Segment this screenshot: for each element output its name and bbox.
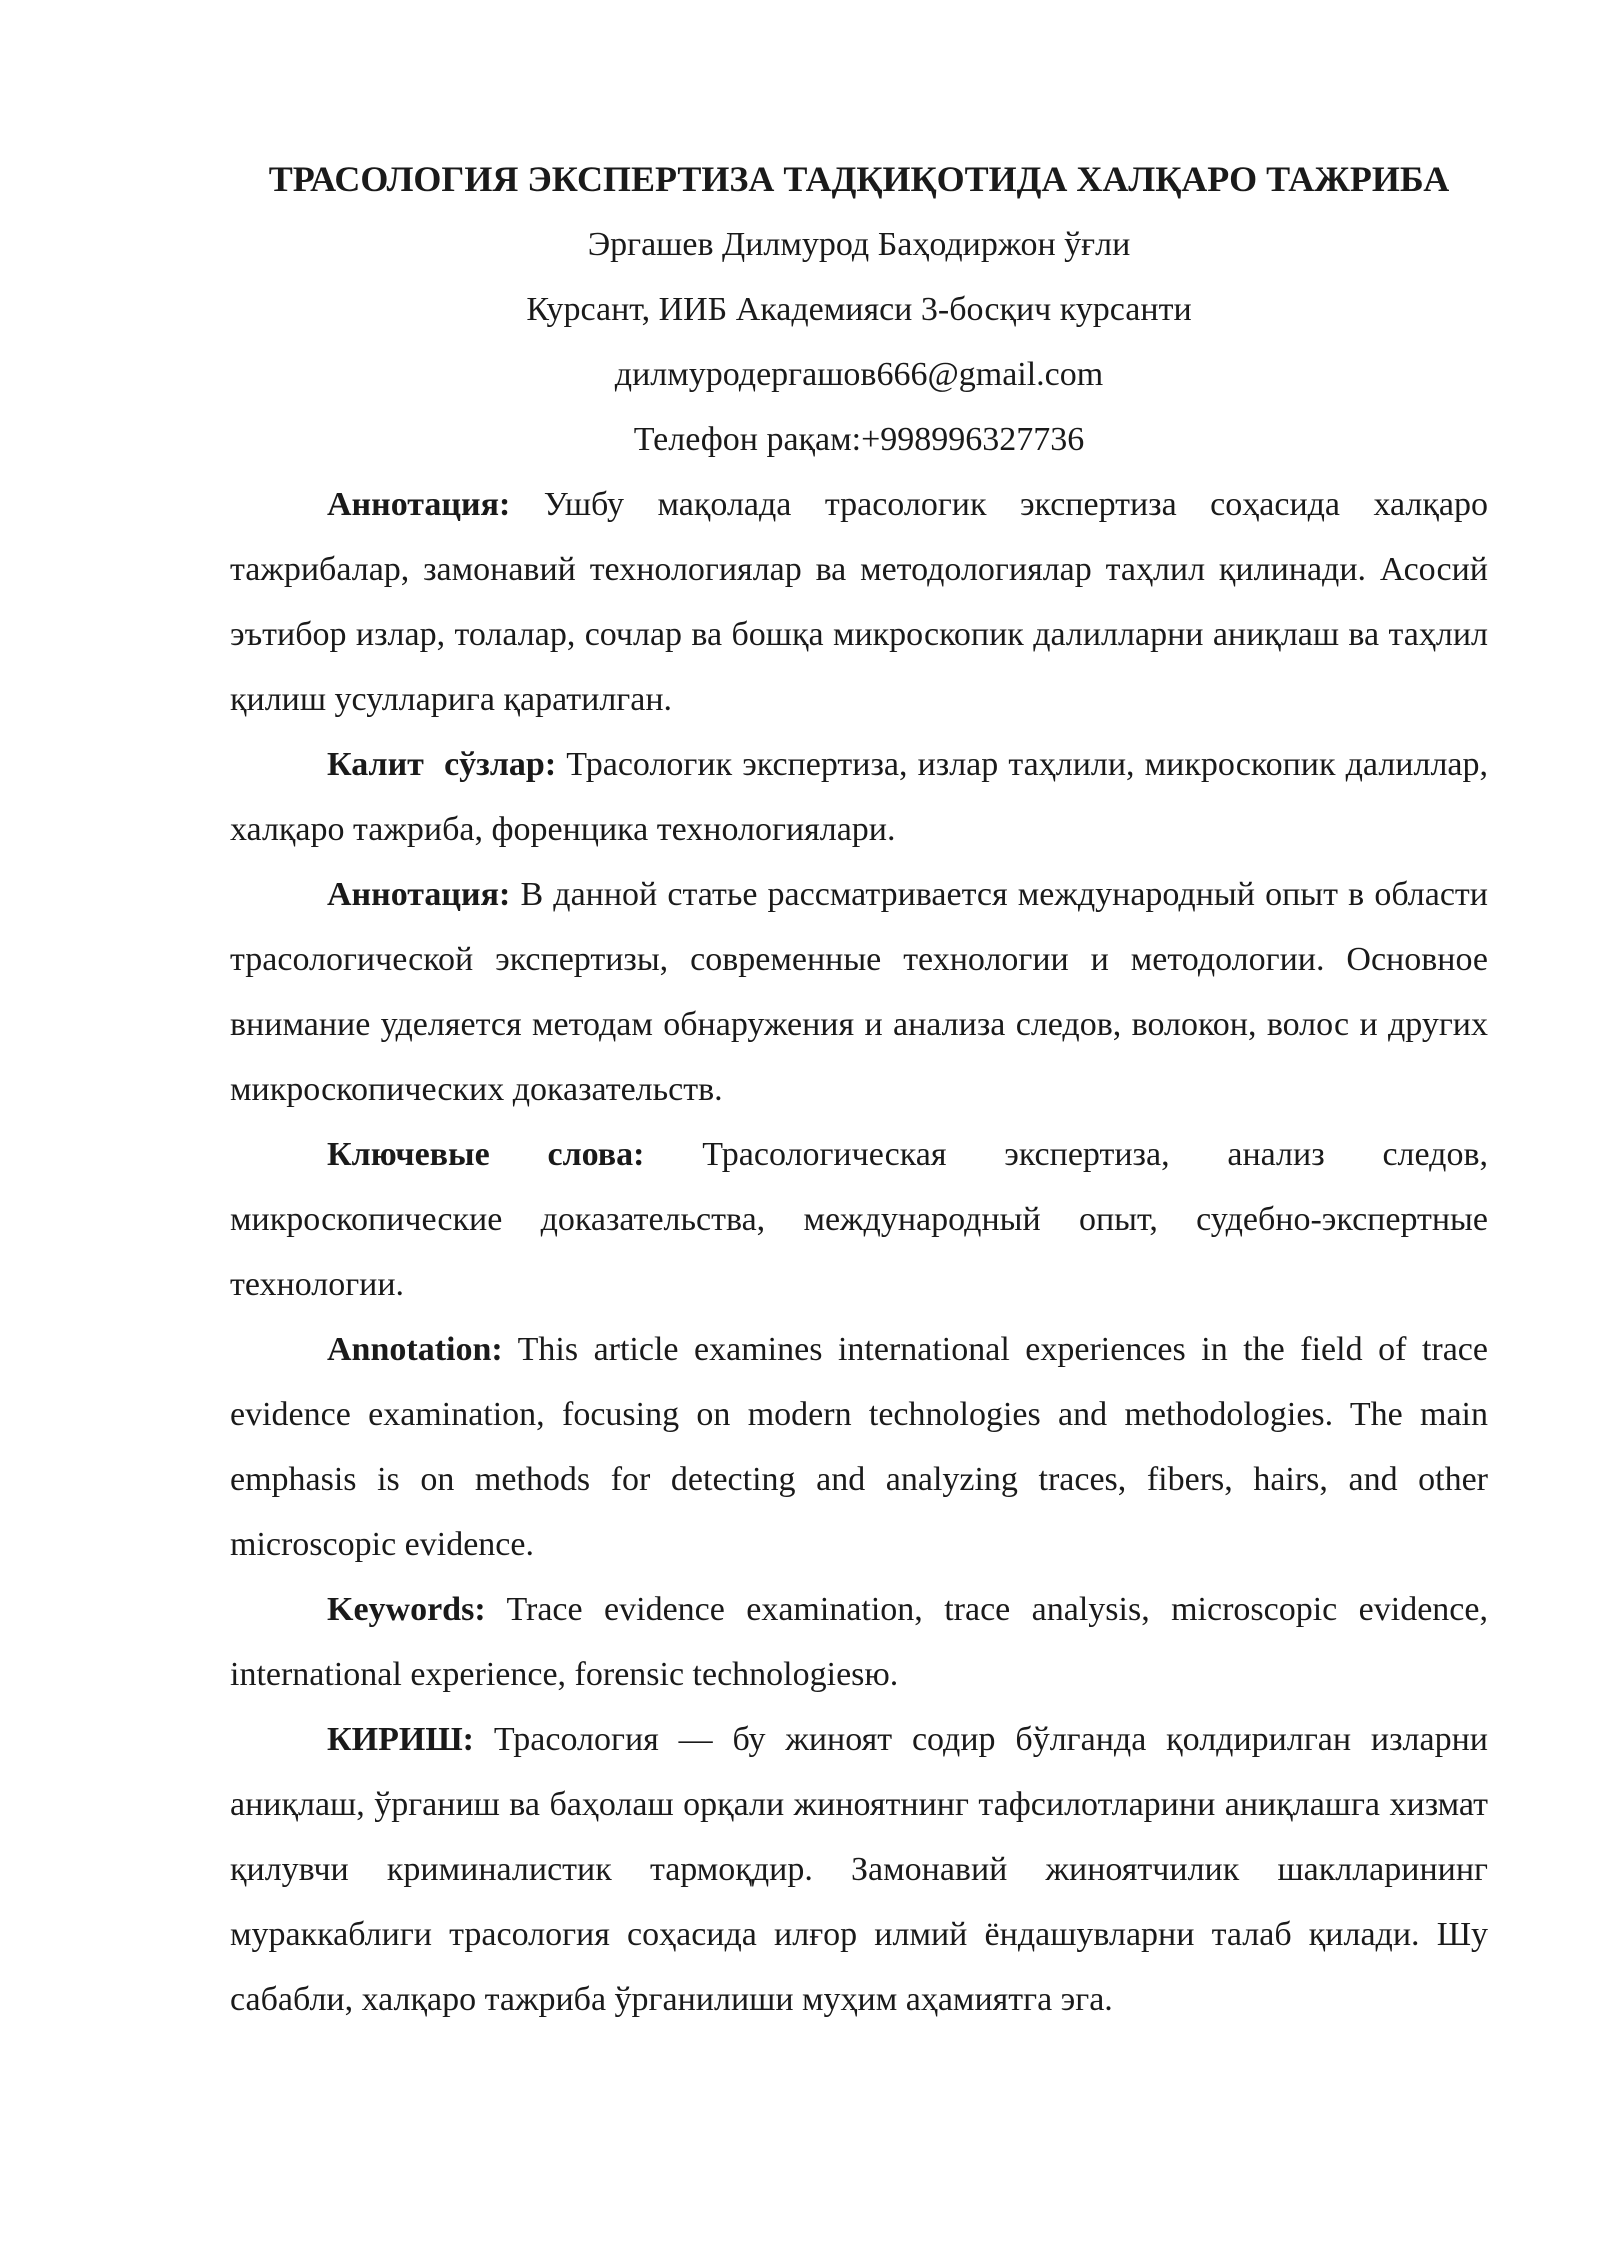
abstract-uz-text: Ушбу мақолада трасологик экспертиза соҳасида халқаро тажрибалар, замонавий технологиялар ва методологиялар таҳлил қилинади. Асосий эътибор излар, толалар, сочлар ва бошқа микроскопик далилларни аниқлаш ва таҳлил қилиш усулларига қаратилган. (230, 486, 1488, 718)
introduction-text: Трасология — бу жиноят содир бўлганда қолдирилган изларни аниқлаш, ўрганиш ва баҳолаш орқали жиноятнинг тафсилотларини аниқлашга хизмат қилувчи криминалистик тармоқдир. Замонавий жиноятчилик шаклларининг мураккаблиги трасология соҳасида илғор илмий ёндашувларни талаб қилади. Шу сабабли, халқаро тажриба ўрганилиши муҳим аҳамиятга эга. (230, 1721, 1488, 2018)
author-phone: Телефон рақам:+998996327736 (633, 421, 1085, 458)
author-email: дилмуродергашов666@gmail.com (614, 356, 1104, 393)
abstract-ru (230, 862, 1488, 1122)
keywords-en-label: Keywords: (327, 1591, 486, 1628)
author-affiliation: Курсант, ИИБ Академияси 3-босқич курсанти (526, 291, 1192, 328)
abstract-en-label: Annotation: (327, 1331, 503, 1368)
keywords-ru (230, 1122, 1488, 1317)
keywords-en-text: Trace evidence examination, trace analysis, microscopic evidence, international experience, forensic technologiesю. (230, 1591, 1488, 1693)
article-title: ТРАСОЛОГИЯ ЭКСПЕРТИЗА ТАДҚИҚОТИДА ХАЛҚАРО ТАЖРИБА (268, 159, 1450, 199)
document-page (230, 146, 1488, 2032)
abstract-ru-text: В данной статье рассматривается международный опыт в области трасологической экспертизы, современные технологии и методологии. Основное внимание уделяется методам обнаружения и анализа следов, волокон, волос и других микроскопических доказательств. (230, 876, 1488, 1108)
keywords-uz-label: Калит сўзлар: (327, 746, 557, 783)
abstract-en (230, 1317, 1488, 1577)
keywords-ru-text: Трасологическая экспертиза, анализ следов, микроскопические доказательства, международный опыт, судебно-экспертные технологии. (230, 1136, 1489, 1303)
abstract-uz (230, 472, 1488, 732)
abstract-en-text: This article examines international experiences in the field of trace evidence examination, focusing on modern technologies and methodologies. The main emphasis is on methods for detecting and analyzing traces, fibers, hairs, and other microscopic evidence. (230, 1331, 1488, 1563)
abstract-uz-label: Аннотация: (327, 486, 511, 523)
introduction-label: КИРИШ: (327, 1721, 474, 1758)
keywords-uz (230, 732, 1488, 862)
keywords-ru-label: Ключевые слова: (327, 1136, 645, 1173)
author-name: Эргашев Дилмурод Баҳодиржон ўғли (587, 226, 1131, 263)
abstract-ru-label: Аннотация: (327, 876, 511, 913)
keywords-en (230, 1577, 1488, 1707)
keywords-uz-text: Трасологик экспертиза, излар таҳлили, микроскопик далиллар, халқаро тажриба, форенцика технологиялари. (230, 746, 1489, 848)
introduction (230, 1707, 1488, 2032)
